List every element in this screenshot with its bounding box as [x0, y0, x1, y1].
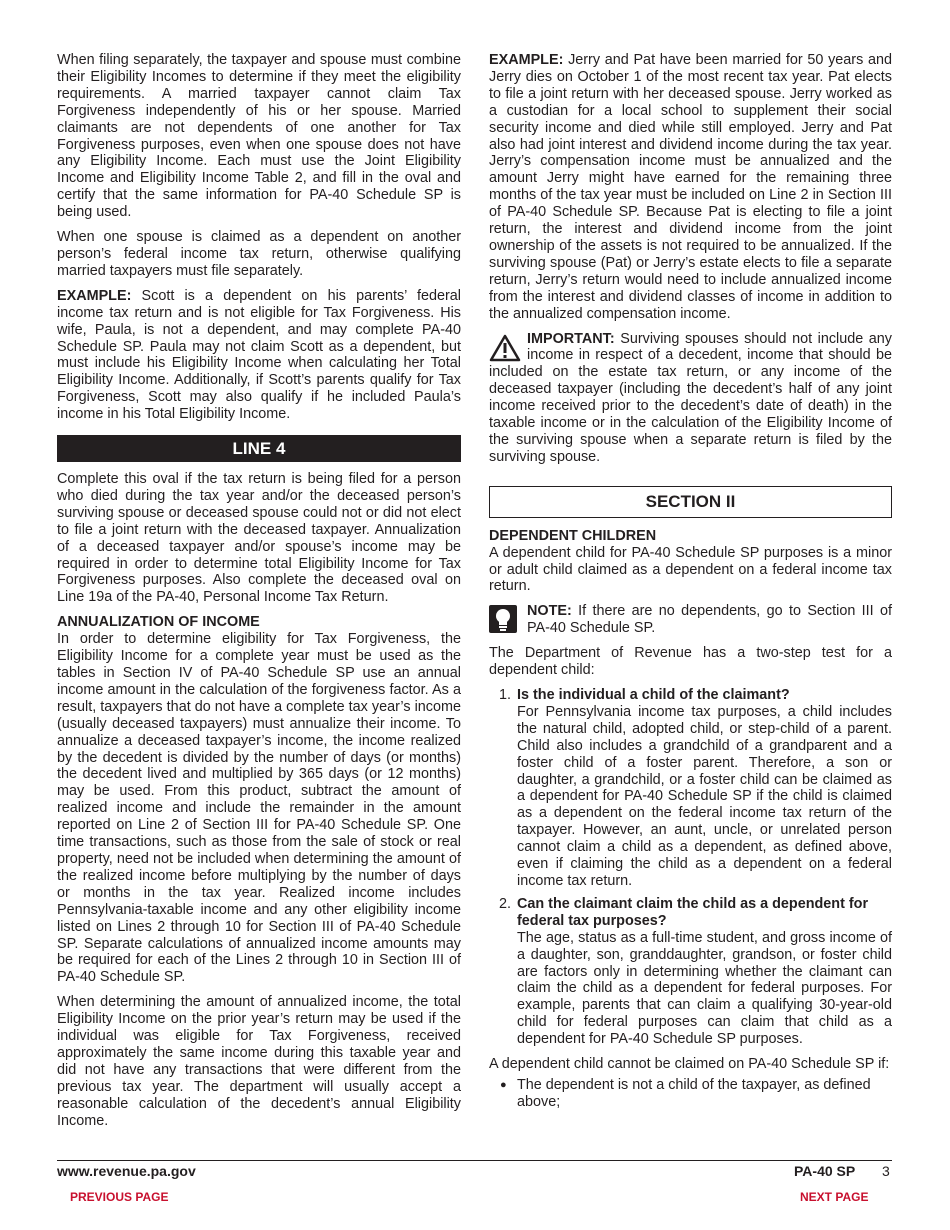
lightbulb-icon: [489, 605, 517, 633]
note-notice: [489, 603, 892, 637]
note-text: If there are no dependents, go to Section III of PA-40 Schedule SP.: [527, 603, 892, 637]
two-step-list: [489, 687, 892, 1048]
step-number: 2.: [499, 895, 512, 912]
page-number: 3: [882, 1163, 890, 1179]
step-answer: For Pennsylvania income tax purposes, a child includes the natural child, adopted child, or step-child of a parent. Child also includes a grandchild of a grandparent and a foster child of a foster parent. Therefore, a son or daughter, a grandchild, or a foster child can be claimed as a dependent for PA-40 Schedule SP if the child is claimed as a dependent on the federal income tax return of the taxpayer. However, an aunt, uncle, or unrelated person cannot claim a child as a dependent, as defined above, even if claiming the child as a dependent on a federal income tax return.: [517, 703, 892, 889]
example-text: Jerry and Pat have been married for 50 years and Jerry dies on October 1 of the most recent tax year. Pat elects to file a joint return with her deceased spouse. Jerry worked as a custodian for a local school to supplement their social security income and died while still employed. Jerry and Pat also had joint interest and dividend income during the tax year. Jerry’s compensation income must be annualized and the amount Jerry might have earned for the remaining three months of the tax year must be included on Line 2 in Section III of PA-40 Schedule SP. Because Pat is electing to file a joint return, the interest and dividend income from the joint ownership of the assets is not required to be annualized. If the surviving spouse (Pat) or Jerry’s estate elects to file a separate return, Jerry’s return would need to include annualized income from the interest and dividend classes of income in addition to the annualized compensation income.: [489, 52, 892, 322]
note-label: NOTE:: [527, 603, 572, 620]
dependent-children-heading: DEPENDENT CHILDREN: [489, 527, 657, 544]
list-item: [489, 896, 892, 1048]
list-item: [489, 1077, 892, 1111]
bullet-text: The dependent is not a child of the taxpayer, as defined above;: [517, 1076, 871, 1110]
example-label: EXAMPLE:: [57, 287, 132, 304]
list-item: [489, 687, 892, 890]
separate-filing-paragraph: When filing separately, the taxpayer and spouse must combine their Eligibility Incomes to determine if they meet the eligibility requirements. A married taxpayer cannot claim Tax Forgiveness independently of his or her spouse. Married claimants are not dependents of one another for Tax Forgiveness purposes, even when one spouse does not have any Eligibility Income. Each must use the Joint Eligibility Income and Eligibility Income Table 2, and fill in the oval and certify that the same information for PA-40 Schedule SP is being used.: [57, 52, 461, 221]
step-number: 1.: [499, 687, 512, 703]
bullet-icon: ●: [500, 1078, 507, 1091]
line-4-paragraph: Complete this oval if the tax return is being filed for a person who died during the tax year and/or the deceased person’s surviving spouse or deceased spouse could not or did not elect to file a joint return with the deceased taxpayer. Annualization of a deceased taxpayer and/or spouse’s income may be required in order to determine total Eligibility Income for Tax Forgiveness purposes. Also complete the deceased oval on Line 19a of the PA-40, Personal Income Tax Return.: [57, 471, 461, 606]
dependent-definition-paragraph: A dependent child for PA-40 Schedule SP purposes is a minor or adult child claimed as a dependent on a federal income tax return.: [489, 544, 892, 595]
example-scott-paragraph: [57, 288, 461, 423]
footer-url[interactable]: www.revenue.pa.gov: [57, 1163, 196, 1179]
step-answer: The age, status as a full-time student, and gross income of a daughter, son, granddaughter, grandson, or foster child are factors only in determining whether the claimant can claim the child as a dependent for federal purposes. For example, parents that can claim a qualifying 30-year-old child for federal purposes can claim that child as a dependent for PA-40 Schedule SP purposes.: [517, 929, 892, 1048]
footer-divider: [57, 1160, 892, 1161]
cannot-claim-list: [489, 1077, 892, 1111]
dependent-spouse-paragraph: When one spouse is claimed as a dependent on another person’s federal income tax return, otherwise qualifying married taxpayers must file separately.: [57, 229, 461, 279]
previous-page-link[interactable]: PREVIOUS PAGE: [70, 1190, 169, 1204]
important-label: IMPORTANT:: [527, 330, 615, 347]
example-label: EXAMPLE:: [489, 52, 564, 68]
left-column: [57, 52, 461, 1137]
step-question: Is the individual a child of the claimant?: [517, 687, 790, 703]
warning-triangle-icon: [489, 334, 521, 362]
cannot-claim-paragraph: A dependent child cannot be claimed on PA-40 Schedule SP if:: [489, 1056, 890, 1073]
prior-year-paragraph: When determining the amount of annualized income, the total Eligibility Income on the prior year’s return may be used if the individual was eligible for Tax Forgiveness, received approximately the same income during this taxable year and did not have any transactions that were different from the previous tax year. The department will usually accept a reasonable calculation of the decedent’s annual Eligibility Income.: [57, 994, 461, 1129]
right-column: [489, 52, 892, 1111]
example-text: Scott is a dependent on his parents’ federal income tax return and is not eligible for Tax Forgiveness. His wife, Paula, is not a dependent, and may complete PA-40 Schedule SP. Paula may not claim Scott as a dependent, but must include his Eligibility Income when calculating her Total Eligibility Income. Additionally, if Scott’s parents qualify for Tax Forgiveness, Scott may also qualify if he included Paula’s income in his Total Eligibility Income.: [57, 287, 461, 423]
annualization-heading: ANNUALIZATION OF INCOME: [57, 614, 260, 631]
next-page-link[interactable]: NEXT PAGE: [800, 1190, 869, 1204]
example-jerry-paragraph: [489, 52, 892, 323]
two-step-paragraph: The Department of Revenue has a two-step test for a dependent child:: [489, 645, 892, 679]
section-2-banner: SECTION II: [489, 486, 892, 518]
step-question: Can the claimant claim the child as a dependent for federal tax purposes?: [517, 895, 869, 929]
footer-form-name: PA-40 SP: [794, 1163, 856, 1179]
important-text: Surviving spouses should not include any income in respect of a decedent, income that should be included on the estate tax return, or any income of the deceased taxpayer (including the decedent’s half of any joint income received prior to the decedent’s date of death) in the taxable income or in the calculation of the Eligibility Income of the surviving spouse when a separate return is filed by the surviving spouse.: [489, 330, 892, 465]
annualization-paragraph: In order to determine eligibility for Tax Forgiveness, the Eligibility Income for a complete year must be used as the tables in Section IV of PA-40 Schedule SP use an annual income amount in the calculation of the forgiveness factor. As a result, taxpayers that do not have a complete tax year’s income (usually deceased taxpayers) must annualize their income. To annualize a deceased taxpayer’s income, the income realized by the decedent is divided by the number of days (or months) the decedent lived and multiplied by 365 days (or 12 months) may be used. From this product, subtract the amount of realized income and include the remainder in the amount reported on Line 2 of Section III for PA-40 Schedule SP. One time transactions, such as those from the sale of stock or real property, need not be included when determining the amount of the realized income before multiplying by the number of days or months in the tax year. Realized income includes Pennsylvania-taxable income and any other eligibility income listed on Lines 2 through 10 for Section III of PA-40 Schedule SP. Separate calculations of annualized income amounts may be required for each of the Lines 2 through 10 in Section III of PA-40 Schedule SP.: [57, 631, 461, 986]
line-4-banner: LINE 4: [57, 435, 461, 462]
important-notice: [489, 331, 892, 466]
